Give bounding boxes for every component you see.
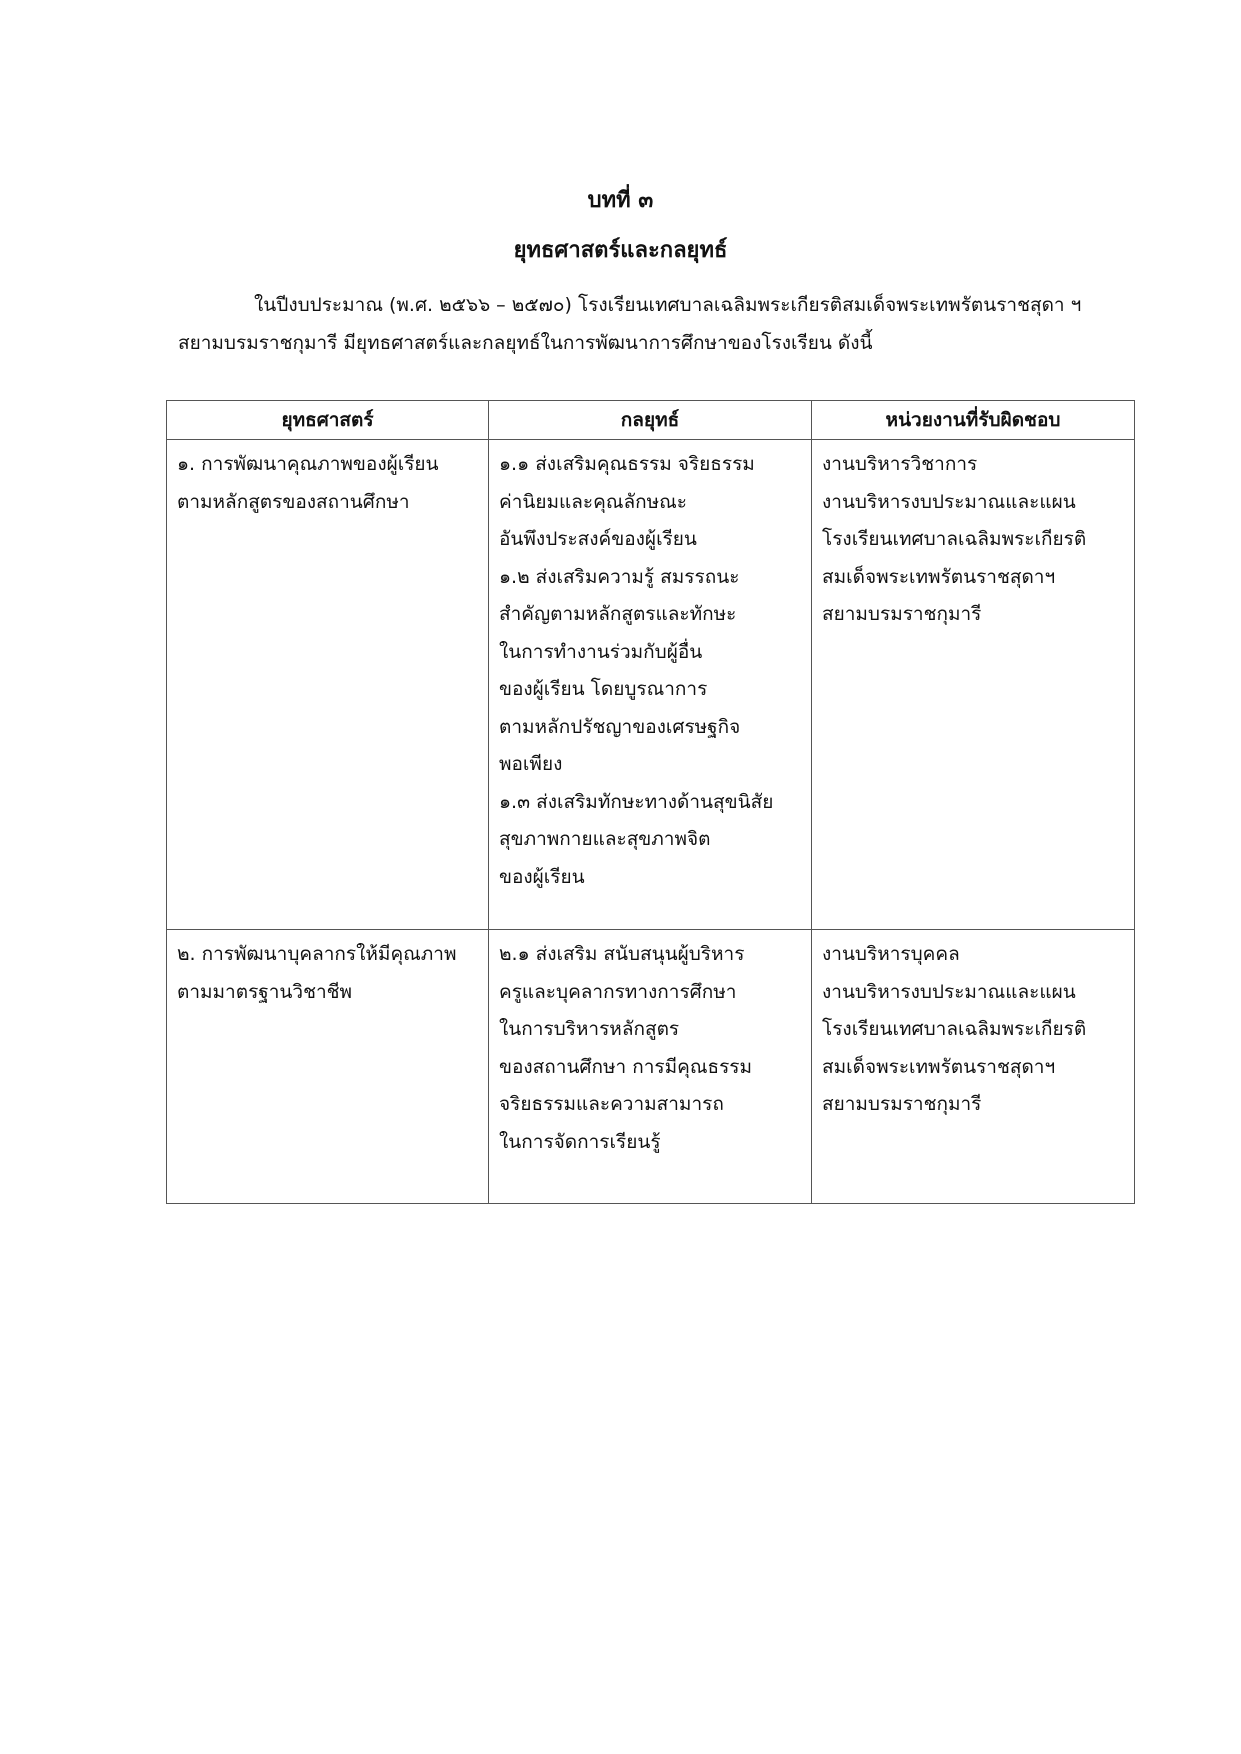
chapter-heading: บทที่ ๓ — [587, 188, 654, 213]
cell-line: ค่านิยมและคุณลักษณะ — [499, 490, 687, 513]
cell-line: งานบริหารงบประมาณและแผน — [822, 980, 1076, 1003]
cell-line: จริยธรรมและความสามารถ — [499, 1093, 724, 1115]
strategy-cell — [167, 440, 489, 930]
responsible-cell — [812, 930, 1135, 1204]
cell-line: ๑.๑ ส่งเสริมคุณธรรม จริยธรรม — [499, 453, 755, 475]
cell-line: ๒. การพัฒนาบุคลากรให้มีคุณภาพ — [177, 943, 457, 965]
cell-line: ๑.๓ ส่งเสริมทักษะทางด้านสุขนิสัย — [499, 790, 774, 813]
cell-line: งานบริหารวิชาการ — [822, 453, 978, 475]
cell-line: ของสถานศึกษา การมีคุณธรรม — [499, 1055, 753, 1078]
cell-line: ตามมาตรฐานวิชาชีพ — [177, 980, 353, 1003]
tactics-cell — [489, 440, 812, 930]
cell-line: ของผู้เรียน — [499, 865, 585, 888]
cell-line: โรงเรียนเทศบาลเฉลิมพระเกียรติ — [822, 1018, 1087, 1040]
table-header-row — [167, 401, 1135, 440]
cell-line: สยามบรมราชกุมารี — [822, 603, 982, 625]
column-header-strategy: ยุทธศาสตร์ — [167, 401, 489, 440]
cell-line: ๑. การพัฒนาคุณภาพของผู้เรียน — [177, 453, 439, 475]
cell-line: ของผู้เรียน โดยบูรณาการ — [499, 678, 708, 700]
cell-line: พอเพียง — [499, 753, 563, 775]
intro-paragraph — [178, 286, 1138, 362]
table-row — [167, 440, 1135, 930]
table-row — [167, 930, 1135, 1204]
strategy-cell — [167, 930, 489, 1204]
cell-line: ตามหลักปรัชญาของเศรษฐกิจ — [499, 715, 741, 738]
strategy-table — [166, 400, 1135, 1204]
cell-line: ๑.๒ ส่งเสริมความรู้ สมรรถนะ — [499, 565, 740, 588]
chapter-title: ยุทธศาสตร์และกลยุทธ์ — [513, 238, 728, 263]
intro-line: ในปีงบประมาณ (พ.ศ. ๒๕๖๖ – ๒๕๗๐) โรงเรียนเทศบาลเฉลิมพระเกียรติสมเด็จพระเทพรัตนราชสุดา ฯ — [254, 294, 1082, 316]
cell-line: สมเด็จพระเทพรัตนราชสุดาฯ — [822, 565, 1056, 588]
cell-line: ในการบริหารหลักสูตร — [499, 1018, 680, 1040]
cell-line: สมเด็จพระเทพรัตนราชสุดาฯ — [822, 1055, 1056, 1078]
responsible-cell — [812, 440, 1135, 930]
cell-line: ในการจัดการเรียนรู้ — [499, 1130, 661, 1153]
cell-line: สยามบรมราชกุมารี — [822, 1093, 982, 1115]
intro-line: สยามบรมราชกุมารี มียุทธศาสตร์และกลยุทธ์ในการพัฒนาการศึกษาของโรงเรียน ดังนี้ — [178, 332, 873, 354]
column-header-tactics: กลยุทธ์ — [489, 401, 812, 440]
tactics-cell — [489, 930, 812, 1204]
cell-line: งานบริหารบุคคล — [822, 943, 960, 965]
cell-line: ในการทำงานร่วมกับผู้อื่น — [499, 640, 703, 663]
cell-line: อันพึงประสงค์ของผู้เรียน — [499, 528, 697, 550]
cell-line: ตามหลักสูตรของสถานศึกษา — [177, 490, 410, 513]
cell-line: โรงเรียนเทศบาลเฉลิมพระเกียรติ — [822, 528, 1087, 550]
cell-line: ๒.๑ ส่งเสริม สนับสนุนผู้บริหาร — [499, 943, 745, 965]
cell-line: ครูและบุคลากรทางการศึกษา — [499, 980, 737, 1003]
column-header-responsible: หน่วยงานที่รับผิดชอบ — [812, 401, 1135, 440]
cell-line: สุขภาพกายและสุขภาพจิต — [499, 828, 711, 850]
cell-line: งานบริหารงบประมาณและแผน — [822, 490, 1076, 513]
cell-line: สำคัญตามหลักสูตรและทักษะ — [499, 603, 737, 625]
